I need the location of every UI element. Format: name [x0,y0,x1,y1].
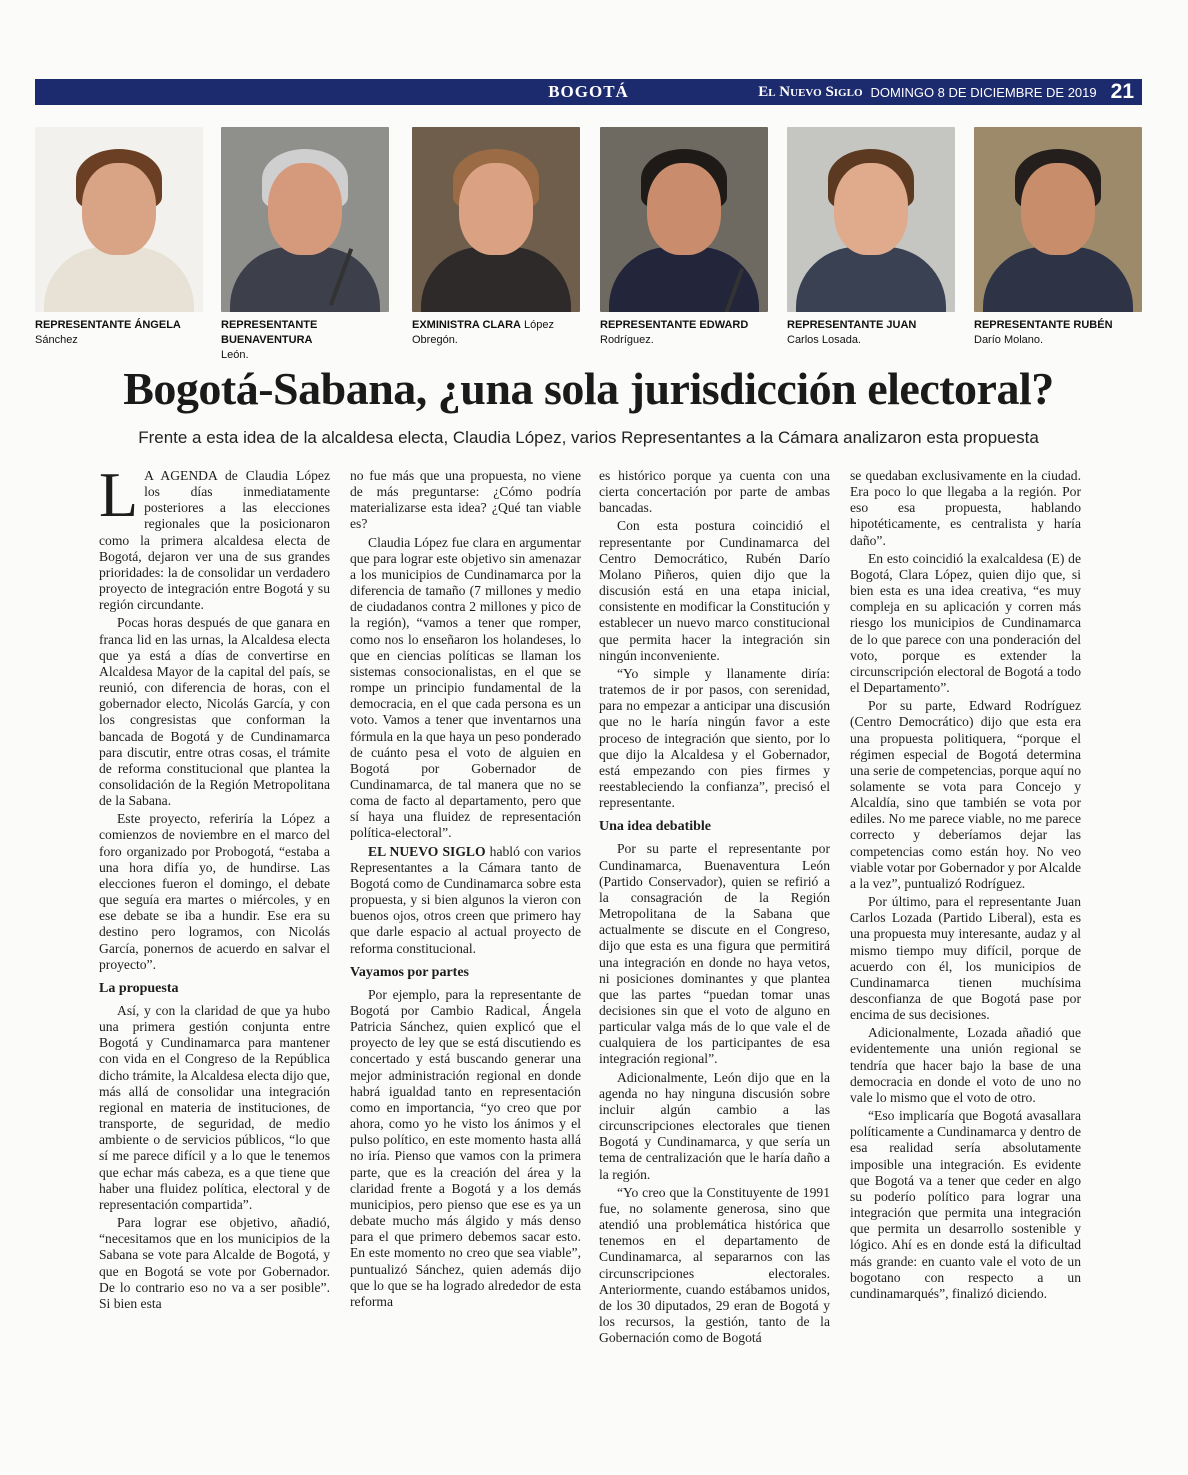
paragraph: Para lograr ese objetivo, añadió, “necesitamos que en los municipios de la Sabana se vote para Alcalde de Bogotá, y que en Bogotá se vote por Gobernador. De lo contrario eso no va a ser posible”. Si bien esta [99,1215,330,1311]
newspaper-name: El Nuevo Siglo [758,83,863,100]
portrait-photo [974,127,1142,312]
photo-caption [974,318,1142,348]
paragraph: se quedaban exclusivamente en la ciudad. Era poco lo que llegaba a la región. Por eso esa propuesta, hablando hipotéticamente, es centralista y haría daño”. [850,468,1081,548]
subheading: Vayamos por partes [350,964,470,980]
paragraph: no fue más que una propuesta, no viene de más preguntarse: ¿Cómo podría materializarse esta idea? ¿Qué tan viable es? [350,468,581,532]
caption-title: REPRESENTANTE JUAN [787,319,917,331]
article-column-2 [350,468,581,1312]
paragraph: Adicionalmente, Lozada añadió que evidentemente una unión regional se tendría que hacer bajo la base de una democracia en donde el voto de uno no vale lo mismo que el voto de otro. [850,1025,1081,1105]
newspaper-mention: EL NUEVO SIGLO [368,843,486,859]
paragraph: En esto coincidió la exalcaldesa (E) de Bogotá, Clara López, quien dijo que, si bien esta es una idea creativa, “es muy compleja en su aplicación y corren más riesgo los municipios de Cundinamarca de lo que parece con una ponderación del voto, porque es extender la circunscripción electoral de Bogotá a todo el Departamento”. [850,550,1081,696]
caption-name: Darío Molano. [974,334,1044,346]
article-column-1 [99,459,331,1314]
portrait-photo [35,127,203,312]
paragraph: Este proyecto, referiría la López a comienzos de noviembre en el marco del foro organizado por Probogotá, “estaba a una hora difía yo, de hundirse. Las elecciones fueron el domingo, el debate que seguía era martes o miércoles, y en ese debate se iba a hundir. Ese era su destino pero logramos, con Nicolás García, ponernos de acuerdo en salvar el proyecto”. [99,811,330,972]
photo-card [412,127,580,348]
paragraph: Por su parte, Edward Rodríguez (Centro Democrático) dijo que esta era una propuesta politiquera, “porque el régimen especial de Bogotá determina una serie de competencias, porque aquí no solamente se vota para Concejo y Alcaldía, sino que también se vota por ediles. No me parece viable, no me parece correcto y deberíamos dejar las competencias como están hoy. No veo viable votar por Gobernador y por Alcalde a la vez”, puntualizó Rodríguez. [850,698,1082,891]
article-body [99,459,1107,1468]
photo-caption [787,318,955,348]
paragraph: EL NUEVO SIGLO habló con varios Representantes a la Cámara tanto de Bogotá como de Cundinamarca sobre esta propuesta, y si bien algunos la vieron con buenos ojos, otros creen que primero hay que darle espacio al actual proyecto de reforma constitucional. [350,843,581,956]
caption-title: REPRESENTANTE BUENAVENTURA [221,319,318,346]
caption-name: López Obregón. [412,319,555,346]
paragraph: Pocas horas después de que ganara en franca lid en las urnas, la Alcaldesa electa que ya está a días de convertirse en Alcaldesa Mayor de la capital del país, se reunió, con diferencia de horas, con el gobernador electo, Nicolás García, y con los congresistas que conforman la bancada de Bogotá y de Cundinamarca para discutir, entre otras cosas, el trámite de reforma constitucional que plantea la consolidación de la Región Metropolitana de la Sabana. [99,615,330,809]
portrait-photo [600,127,768,312]
photo-strip [35,127,1142,361]
caption-name: Sánchez [35,334,78,346]
article-column-3 [599,468,830,1348]
paragraph: Por su parte el representante por Cundinamarca, Buenaventura León (Partido Conservador), quien se refirió a la consagración de la Región Metropolitana de la Sabana que actualmente se discute en el Congreso, dijo que esta es una figura que permitirá una integración en donde no haya vetos, ni posiciones dominantes y que plantea que las partes “puedan tomar unas decisiones sin que el voto de alguno en particular valga más de lo que vale el de cualquiera de los participantes de esa integración regional”. [599,841,830,1067]
photo-card [600,127,768,348]
page-number: 21 [1110,80,1134,103]
photo-card [35,127,203,348]
article-deck: Frente a esta idea de la alcaldesa electa, Claudia López, varios Representantes a la Cámara analizaron esta propuesta [138,428,1039,447]
photo-caption [35,318,203,348]
portrait-photo [221,127,389,312]
photo-card [787,127,955,348]
caption-title: REPRESENTANTE EDWARD [600,319,749,331]
paragraph: L A AGENDA de Claudia López los días inmediatamente posteriores a las elecciones regionales que la posicionaron como la primera alcaldesa electa de Bogotá, dejaron ver una de sus grandes prioridades: la de consolidar un verdadero proyecto de integración entre Bogotá y su región circundante. [99,459,330,613]
paragraph: Por último, para el representante Juan Carlos Lozada (Partido Liberal), esta es una propuesta muy interesante, audaz y al mismo tiempo muy difícil, porque de acuerdo con él, los municipios de Cundinamarca tienen muchísima desconfianza de que Bogotá pase por encima de sus decisiones. [850,894,1081,1023]
photo-caption [412,318,580,348]
subheading: La propuesta [99,980,179,996]
section-header-bar [35,79,1142,105]
photo-card [221,127,389,363]
portrait-photo [412,127,580,312]
section-name: BOGOTÁ [548,82,629,101]
caption-name: Rodríguez. [600,334,654,346]
photo-card [974,127,1142,348]
subheading: Una idea debatible [599,819,712,835]
paragraph: Así, y con la claridad de que ya hubo una primera gestión conjunta entre Bogotá y Cundinamarca para mantener con vida en el Congreso de la República dicho trámite, la Alcaldesa electa dijo que, más allá de consolidar una integración regional en materia de instituciones, de transporte, de seguridad, de medio ambiente o de servicios públicos, “lo que sí me parece difícil y a lo que le tenemos que echar más cabeza, es a que tiene que haber una fluidez política, electoral y de representación compartida”. [99,1003,331,1212]
caption-title: EXMINISTRA CLARA [412,319,521,331]
paragraph: Con esta postura coincidió el representante por Cundinamarca del Centro Democrático, Rubén Darío Molano Piñeros, quien dijo que la discusión está en una etapa inicial, consistente en modificar la Constitución y establecer un nuevo marco constitucional que permita hacer la integración sin ningún inconveniente. [599,518,830,663]
caption-title: REPRESENTANTE ÁNGELA [35,319,181,331]
portrait-photo [787,127,955,312]
issue-date: DOMINGO 8 DE DICIEMBRE DE 2019 [870,84,1097,100]
header-meta [758,79,1134,105]
paragraph: Por ejemplo, para la representante de Bogotá por Cambio Radical, Ángela Patricia Sánchez, quien explicó que el proyecto de ley que se está discutiendo es concertado y está buscando generar una mejor administración regional en donde habrá igualdad tanto en representación como en importancia, “yo creo que por ahora, como yo he visto los ánimos y el pulso político, en este momento hasta allá no iría. Pienso que vamos con la primera parte, que es la creación del área y la claridad frente a Bogotá y a los demás municipios, pero pienso que ese es ya un debate mucho más álgido y más denso para el que primero debemos sacar esto. En este momento no creo que sea viable”, puntualizó Sánchez, quien además dijo que lo que se ha logrado alrededor de esta reforma [350,986,581,1309]
paragraph: Claudia López fue clara en argumentar que para lograr este objetivo sin amenazar a los municipios de Cundinamarca por la diferencia de tamaño (7 millones y medio de ciudadanos contra 2 millones y pico de la región), “vamos a tener que romper, como nos lo enseñaron los holandeses, lo que en ciencias políticas se llaman los sistemas consocionalistas, en el que se rompe un principio fundamental de la democracia, en el que cada persona es un voto. Vamos a tener que inventarnos una fórmula en la que haya un peso ponderado de cuánto pesa el voto de alguien en Bogotá por Gobernador de Cundinamarca, de tal manera que no se coma de facto al departamento, pero que sí haya una fluidez de representación política-electoral”. [350,534,581,841]
paragraph: Adicionalmente, León dijo que en la agenda no hay ninguna discusión sobre incluir algún cambio a las circunscripciones electorales que tienen Bogotá y Cundinamarca, y que sería un tema de centralización que le haría daño a la región. [599,1069,830,1182]
photo-caption [600,318,768,348]
article-headline: Bogotá-Sabana, ¿una sola jurisdicción electoral? [123,363,1054,414]
drop-cap: L [99,459,139,530]
photo-caption [221,318,389,363]
paragraph: “Eso implicaría que Bogotá avasallara políticamente a Cundinamarca y dentro de esa realidad sería absolutamente imposible una integración. Es evidente que Bogotá va a tener que ceder en algo su poderío político para lograr una integración que permita una integración que permita un desarrollo sostenible y lógico. Ahí es en donde está la dificultad más grande: en cuanto vale el voto de un bogotano con respecto a un cundinamarqués”, finalizó diciendo. [850,1108,1081,1301]
paragraph: “Yo simple y llanamente diría: tratemos de ir por pasos, con serenidad, para no empezar a anticipar una discusión que no le haría ningún favor a este proceso de integración que siento, por lo que dijo la Alcaldesa y el Gobernador, está empezando con pies firmes y reestableciendo la confianza”, precisó el representante. [599,665,830,811]
paragraph: es histórico porque ya cuenta con una cierta concertación por parte de ambas bancadas. [599,468,830,516]
caption-name: León. [221,349,249,361]
article-column-4 [850,468,1081,1304]
caption-title: REPRESENTANTE RUBÉN [974,319,1113,331]
caption-name: Carlos Losada. [787,334,861,346]
paragraph: “Yo creo que la Constituyente de 1991 fue, no solamente generosa, sino que atendió una problemática histórica que tenemos en el departamento de Cundinamarca, al separarnos con las circunscripciones electorales. Anteriormente, cuando estábamos unidos, de los 30 diputados, 29 eran de Bogotá y los recursos, la gestión, tanto de la Gobernación como de Bogotá [599,1184,830,1346]
